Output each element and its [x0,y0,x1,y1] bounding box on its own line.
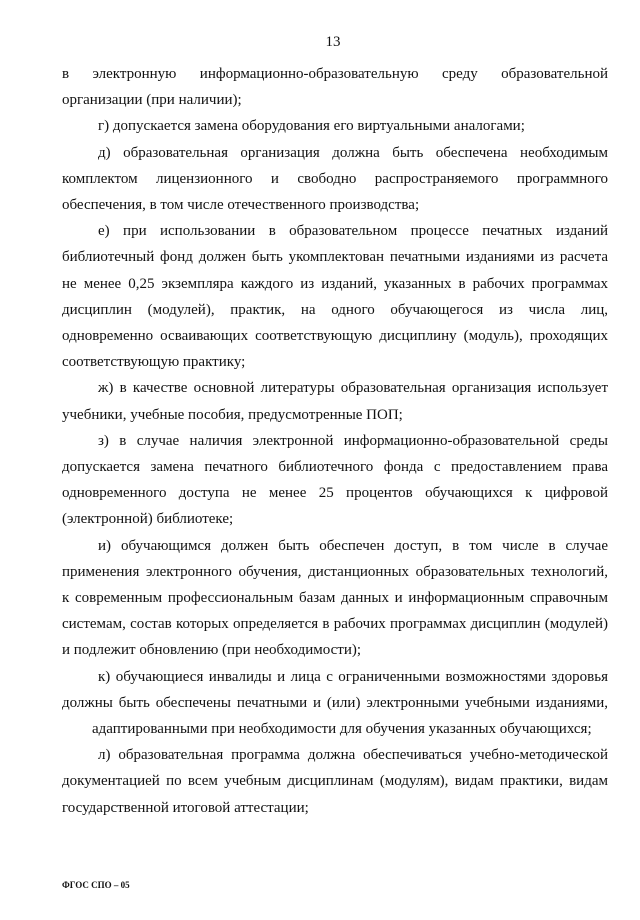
list-item-zh [62,375,608,427]
text-line: соответствующую практику; [62,354,246,371]
text-line: л) образовательная программа должна обеспечиваться учебно-методической [98,747,608,764]
document-body [62,61,608,821]
list-item-i [62,533,608,664]
text-line: обеспечения, в том числе отечественного производства; [62,197,420,214]
text-line: (электронной) библиотеке; [62,511,234,528]
text-line: адаптированными при необходимости для обучения указанных обучающихся; [92,721,592,738]
text-line: должны быть обеспечены печатными и (или) электронными учебными изданиями, [62,694,608,711]
text-line: учебники, учебные пособия, предусмотренные ПОП; [62,406,403,423]
text-line: комплектом лицензионного и свободно распространяемого программного [62,170,608,187]
text-line: з) в случае наличия электронной информационно-образовательной среды [98,432,608,449]
text-line: не менее 0,25 экземпляра каждого из изданий, указанных в рабочих программах [62,275,608,292]
text-line: применения электронного обучения, дистанционных образовательных технологий, [62,563,608,580]
text-line: в электронную информационно-образовательную среду образовательной [62,66,608,82]
text-line: е) при использовании в образовательном процессе печатных изданий [98,223,608,240]
text-line: дисциплин (модулей), практик, на одного обучающегося из числа лиц, [62,301,608,318]
list-item-g [62,113,608,139]
list-item-l [62,742,608,821]
text-line: к современным профессиональным базам данных и информационным справочным [62,590,608,607]
document-code-footer: ФГОС СПО – 05 [62,880,130,890]
page-number: 13 [325,34,341,50]
text-line: к) обучающиеся инвалиды и лица с ограниченными возможностями здоровья [98,668,608,685]
list-item-k [62,664,608,743]
text-line: и подлежит обновлению (при необходимости); [62,642,362,659]
text-line: г) допускается замена оборудования его виртуальными аналогами; [98,118,525,135]
list-item-d [62,140,608,219]
list-item-e [62,218,608,375]
paragraph-continuation [62,61,608,113]
text-line: одновременного доступа не менее 25 процентов обучающихся к цифровой [62,485,608,502]
text-line: допускается замена печатного библиотечного фонда с предоставлением права [62,459,608,476]
list-item-z [62,428,608,533]
text-line: государственной итоговой аттестации; [62,799,309,816]
text-line: одновременно осваивающих соответствующую дисциплину (модуль), проходящих [62,328,608,345]
text-line: ж) в качестве основной литературы образовательная организация использует [98,380,608,397]
text-line: библиотечный фонд должен быть укомплектован печатными изданиями из расчета [62,249,608,266]
text-line: системам, состав которых определяется в рабочих программах дисциплин (модулей) [62,616,608,633]
text-line: и) обучающимся должен быть обеспечен доступ, в том числе в случае [98,537,608,554]
text-line: документацией по всем учебным дисциплинам (модулям), видам практики, видам [62,773,608,790]
text-line: организации (при наличии); [62,92,242,109]
text-line: д) образовательная организация должна быть обеспечена необходимым [98,144,608,161]
